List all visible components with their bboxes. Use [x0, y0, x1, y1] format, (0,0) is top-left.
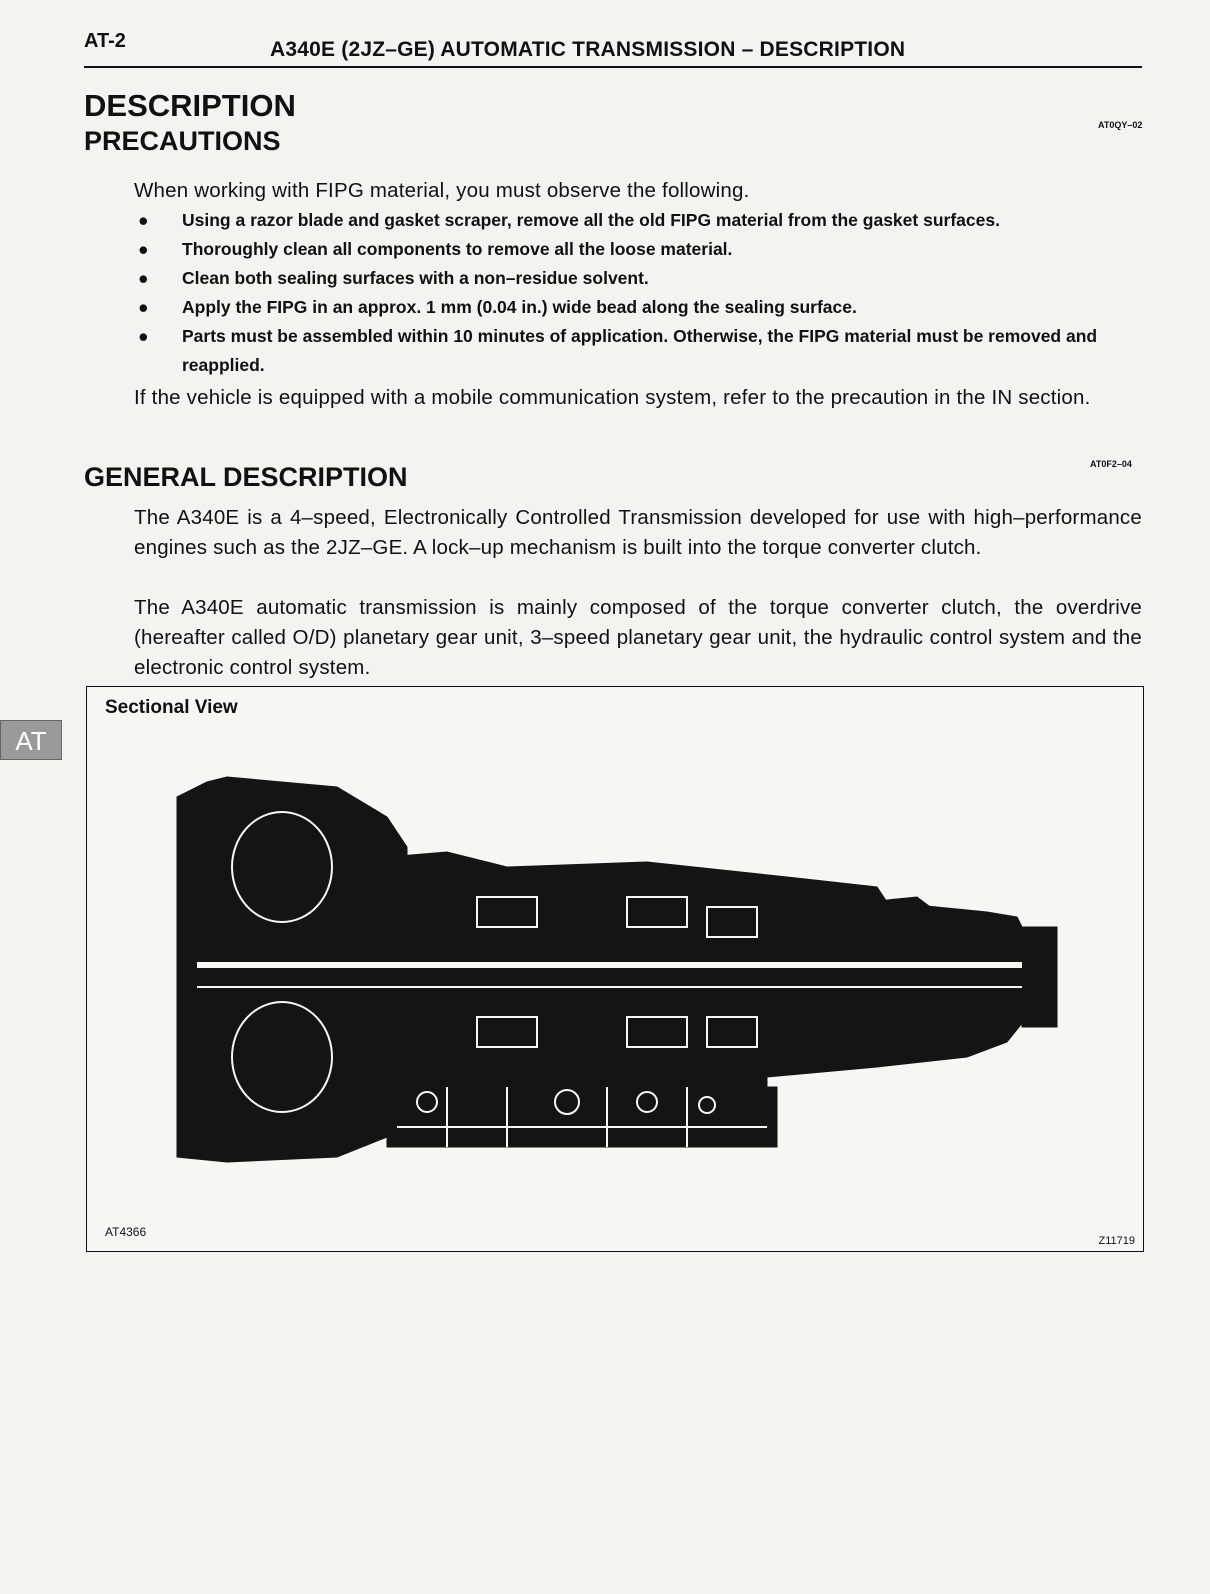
section-title-precautions: PRECAUTIONS [84, 126, 281, 156]
mobile-communication-note: If the vehicle is equipped with a mobile communication system, refer to the precaution in the IN section. [134, 386, 1091, 409]
section-title-general-description: GENERAL DESCRIPTION [84, 462, 408, 492]
output-flange [1022, 927, 1057, 1027]
bullet-icon: ● [138, 326, 149, 346]
precautions-intro: When working with FIPG material, you must observe the following. [134, 179, 750, 202]
general-paragraph-2: The A340E automatic transmission is mainly composed of the torque converter clutch, the overdrive (hereafter called O/D) planetary gear unit, 3–speed planetary gear unit, the hydraulic control system and the electronic control system. [134, 596, 1142, 679]
sectional-view-figure [86, 686, 1144, 1252]
bullet-icon: ● [138, 297, 149, 317]
list-item: ● Using a razor blade and gasket scraper, remove all the old FIPG material from the gasket surfaces. [134, 206, 1149, 235]
general-paragraph-1: The A340E is a 4–speed, Electronically Controlled Transmission developed for use with high–performance engines such as the 2JZ–GE. A lock–up mechanism is built into the torque converter clutch. [134, 506, 1142, 559]
header-rule [84, 66, 1142, 68]
list-item: ● Thoroughly clean all components to remove all the loose material. [134, 235, 1149, 264]
converter-housing [177, 777, 407, 1162]
general-description-code: AT0F2–04 [1090, 459, 1132, 469]
list-item: ● Clean both sealing surfaces with a non–residue solvent. [134, 264, 1149, 293]
list-item: ● Apply the FIPG in an approx. 1 mm (0.04 in.) wide bead along the sealing surface. [134, 293, 1149, 322]
list-item: ● Parts must be assembled within 10 minutes of application. Otherwise, the FIPG material must be removed and reapplied. [134, 322, 1149, 380]
figure-code-right: Z11719 [1098, 1235, 1135, 1247]
section-title-description: DESCRIPTION [84, 88, 296, 123]
section-tab-at: AT [0, 720, 62, 760]
precautions-code: AT0QY–02 [1098, 120, 1143, 130]
transmission-sectional-drawing [87, 687, 1143, 1251]
bullet-icon: ● [138, 239, 149, 259]
bullet-icon: ● [138, 210, 149, 230]
valve-body [387, 1087, 777, 1147]
running-title: A340E (2JZ–GE) AUTOMATIC TRANSMISSION – DESCRIPTION [270, 38, 906, 61]
bullet-icon: ● [138, 268, 149, 288]
page-number: AT-2 [84, 30, 126, 52]
figure-code-left: AT4366 [105, 1225, 147, 1239]
figure-title: Sectional View [105, 697, 238, 718]
precautions-list [134, 206, 1149, 380]
